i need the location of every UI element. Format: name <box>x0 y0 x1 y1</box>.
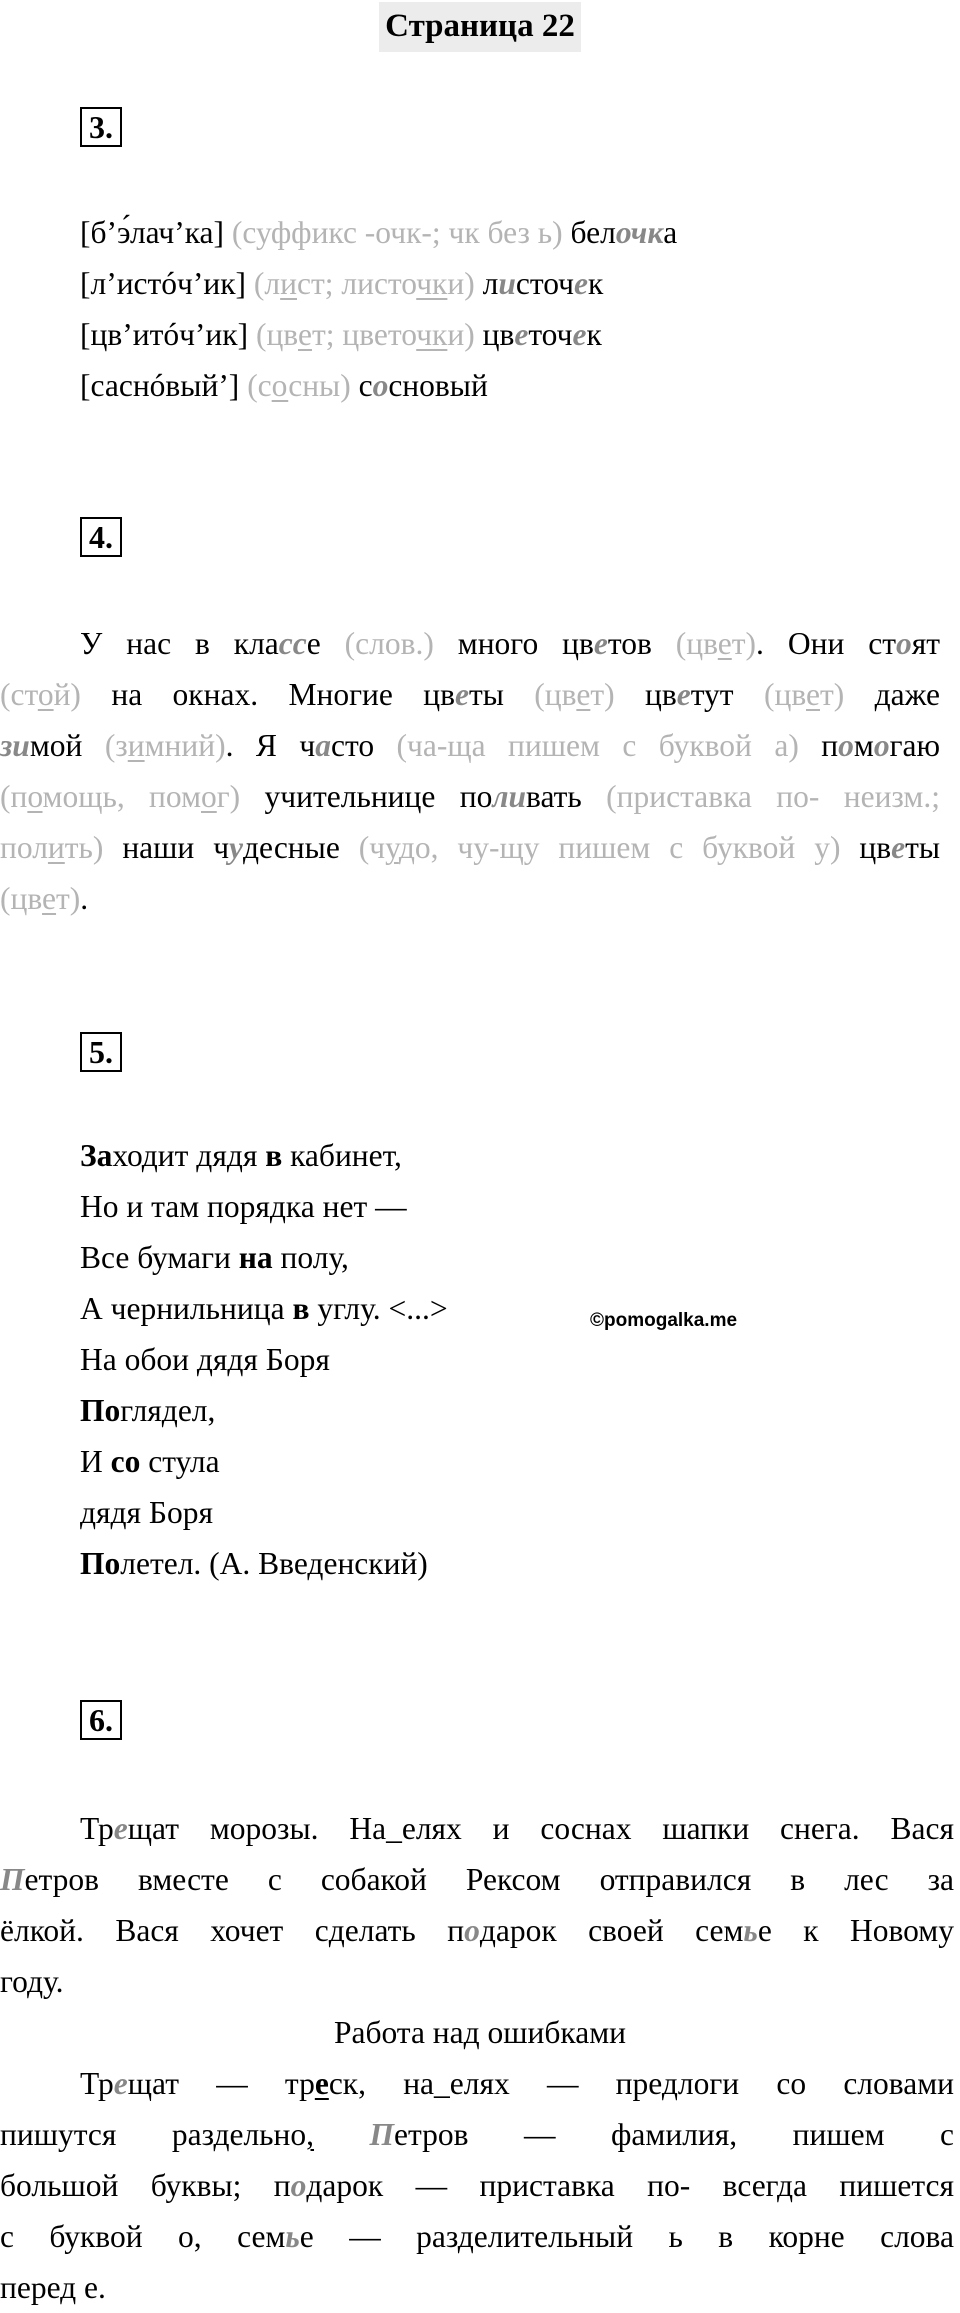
text-segment: о <box>27 779 43 814</box>
text-segment: Тр <box>80 2066 114 2101</box>
text-segment: щат — тр <box>127 2066 315 2101</box>
text-segment: е <box>676 677 691 712</box>
text-segment: а <box>315 728 331 763</box>
work-line <box>0 2058 960 2109</box>
text-segment: е <box>717 626 732 661</box>
task3-line <box>80 360 960 411</box>
page-title: Страница 22 <box>379 2 581 52</box>
text-segment: пол <box>0 830 48 865</box>
task3-block <box>80 207 960 411</box>
text-segment: пишутся раздельно <box>0 2117 307 2152</box>
text-segment: о <box>37 677 54 712</box>
text-segment: (цв <box>0 881 43 916</box>
text-segment: т) <box>590 677 615 712</box>
text-segment: учительнице по <box>240 779 493 814</box>
text-segment: ь <box>743 1913 758 1948</box>
text-segment: . Я ч <box>225 728 316 763</box>
text-segment: о <box>838 728 854 763</box>
text-segment: зи <box>0 728 30 763</box>
text-segment: много цв <box>433 626 594 661</box>
text-segment: т) <box>731 626 757 661</box>
poem-line <box>80 1130 960 1181</box>
text-segment: Тр <box>80 1811 114 1846</box>
text-segment: даже <box>844 677 940 712</box>
task3-line <box>80 309 960 360</box>
text-segment: у <box>229 830 244 865</box>
text-segment: тов <box>607 626 676 661</box>
task6-line <box>0 1803 960 1854</box>
text-segment: стула <box>140 1444 220 1479</box>
text-segment: И <box>80 1444 111 1479</box>
text-segment: о <box>895 626 912 661</box>
poem-line <box>80 1487 960 1538</box>
text-segment: со <box>110 1444 141 1479</box>
text-segment: о <box>873 728 890 763</box>
transcription: [саснóвый’] <box>80 368 240 403</box>
poem-line <box>80 1385 960 1436</box>
text-segment: перед е. <box>0 2270 106 2305</box>
task4-line <box>0 822 960 873</box>
text-segment: е <box>306 626 345 661</box>
text-segment: (цв <box>534 677 577 712</box>
text-segment: (приставка по- неизм.; <box>606 779 940 814</box>
text-segment: на <box>238 1240 273 1275</box>
text-segment: е <box>576 677 591 712</box>
text-segment: (слов.) <box>344 626 434 661</box>
text-segment: десные <box>243 830 359 865</box>
text-segment: году. <box>0 1964 64 1999</box>
poem-line <box>80 1283 960 1334</box>
text-segment: дядя Боря <box>80 1495 213 1530</box>
text-segment: глядел, <box>120 1393 216 1428</box>
text-segment: ть) <box>64 830 104 865</box>
task6-line <box>0 1956 960 2007</box>
text-segment: е <box>593 626 608 661</box>
text-segment: о <box>464 1913 480 1948</box>
text-segment: гаю <box>889 728 941 763</box>
text-segment: е <box>806 677 820 712</box>
text-segment: По <box>80 1546 121 1581</box>
task-number-6: 6. <box>80 1700 122 1740</box>
text-segment: (ча-ща пишем с буквой а) <box>396 728 799 763</box>
text-segment: сто <box>330 728 397 763</box>
text-segment: (п <box>0 779 28 814</box>
text-segment: е <box>314 2066 329 2101</box>
text-segment: мний) <box>144 728 226 763</box>
hint: (суффикс -очк-; чк без ь) <box>231 215 563 250</box>
text-segment: большой буквы; п <box>0 2168 291 2203</box>
transcription: [б’э́лач’ка] <box>80 215 225 250</box>
text-segment: е <box>113 1811 128 1846</box>
text-segment: . Они ст <box>756 626 896 661</box>
task6-text <box>0 1803 960 2313</box>
task4-line <box>0 873 960 924</box>
work-line <box>0 2262 960 2313</box>
text-segment: ят <box>911 626 940 661</box>
text-segment: у <box>385 830 399 865</box>
text-segment: с буквой о, сем <box>0 2219 286 2254</box>
work-line <box>0 2160 960 2211</box>
text-segment: етров вместе с собакой Рексом отправился в лес за <box>24 1862 954 1897</box>
text-segment: ходит дядя <box>112 1138 266 1173</box>
text-segment: . <box>80 881 89 916</box>
text-segment: наши ч <box>103 830 230 865</box>
text-segment: е <box>454 677 469 712</box>
text-segment: полу, <box>272 1240 349 1275</box>
text-segment: (з <box>104 728 128 763</box>
text-segment: По <box>80 1393 121 1428</box>
text-segment: (ст <box>0 677 38 712</box>
text-segment: П <box>369 2117 395 2152</box>
text-segment: т) <box>820 677 845 712</box>
text-segment: е <box>891 830 906 865</box>
watermark: ©pomogalka.me <box>590 1310 738 1331</box>
text-segment: тут <box>690 677 764 712</box>
text-segment: т) <box>56 881 81 916</box>
text-segment: е <box>113 2066 128 2101</box>
text-segment: цв <box>614 677 677 712</box>
text-segment: мой <box>29 728 105 763</box>
text-segment <box>314 2117 370 2152</box>
text-segment: ты <box>468 677 535 712</box>
text-segment: П <box>0 1862 25 1897</box>
text-segment: ь <box>285 2219 300 2254</box>
poem-line <box>80 1538 960 1589</box>
answer-word: белочка <box>570 215 678 250</box>
text-segment: (цв <box>763 677 807 712</box>
text-segment: в <box>292 1291 310 1326</box>
text-segment: За <box>80 1138 113 1173</box>
text-segment: ли <box>492 779 527 814</box>
text-segment: сс <box>278 626 307 661</box>
text-segment: Все бумаги <box>80 1240 239 1275</box>
text-segment: У нас в кла <box>80 626 279 661</box>
task3-line <box>80 207 960 258</box>
text-segment: А чернильница <box>80 1291 293 1326</box>
text-segment: вать <box>526 779 607 814</box>
text-segment: и <box>47 830 65 865</box>
task4-paragraph <box>0 618 960 924</box>
text-segment: углу. <...> <box>309 1291 448 1326</box>
text-segment: , <box>306 2117 315 2152</box>
text-segment: ёлкой. Вася хочет сделать п <box>0 1913 465 1948</box>
text-segment: е — разделительный ь в корне слова <box>299 2219 954 2254</box>
hint: (цвет; цветочки) <box>255 317 475 352</box>
text-segment: на окнах. Многие цв <box>80 677 455 712</box>
task3-line <box>80 258 960 309</box>
text-segment: щат морозы. На_елях и соснах шапки снега. Вася <box>127 1811 954 1846</box>
text-segment: п <box>798 728 839 763</box>
answer-word: цветочек <box>482 317 602 352</box>
task4-line <box>0 771 960 822</box>
task4-line <box>0 618 960 669</box>
work-line <box>0 2109 960 2160</box>
task4-line <box>0 720 960 771</box>
transcription: [л’истóч’ик] <box>80 266 247 301</box>
answer-word: листочек <box>482 266 604 301</box>
text-segment: г) <box>216 779 241 814</box>
task5-poem <box>80 1130 960 1589</box>
text-segment: е <box>42 881 57 916</box>
text-segment: в <box>265 1138 283 1173</box>
text-segment: й) <box>53 677 81 712</box>
text-segment: На обои дядя Боря <box>80 1342 330 1377</box>
task4-line <box>0 669 960 720</box>
text-segment: етров — фамилия, пишем с <box>394 2117 954 2152</box>
text-segment: цв <box>840 830 892 865</box>
text-segment: (ч <box>358 830 386 865</box>
poem-line <box>80 1334 960 1385</box>
text-segment: кабинет, <box>282 1138 402 1173</box>
task-number-3: 3. <box>80 107 122 147</box>
transcription: [цв’итóч’ик] <box>80 317 249 352</box>
text-segment: ск, на_елях — предлоги со словами <box>328 2066 954 2101</box>
poem-line <box>80 1181 960 1232</box>
text-segment: ты <box>905 830 941 865</box>
text-segment: летел. (А. Введенский) <box>120 1546 428 1581</box>
hint: (сосны) <box>247 368 351 403</box>
text-segment: о <box>290 2168 307 2203</box>
text-segment: дарок своей сем <box>479 1913 744 1948</box>
text-segment: до, чу-щу пишем с буквой у) <box>398 830 841 865</box>
work-line <box>0 2211 960 2262</box>
section-subtitle: Работа над ошибками <box>333 2015 627 2050</box>
text-segment: мощь, пом <box>42 779 201 814</box>
text-segment: м <box>853 728 874 763</box>
poem-line <box>80 1232 960 1283</box>
task-number-5: 5. <box>80 1032 122 1072</box>
text-segment: о <box>201 779 217 814</box>
task6-line <box>0 1854 960 1905</box>
text-segment: Но и там порядка нет — <box>80 1189 407 1224</box>
page-title-wrap <box>0 2 960 52</box>
text-segment: и <box>127 728 145 763</box>
text-segment: е к Новому <box>757 1913 954 1948</box>
task6-line <box>0 1905 960 1956</box>
text-segment: (цв <box>675 626 718 661</box>
answer-word: сосновый <box>358 368 488 403</box>
poem-line <box>80 1436 960 1487</box>
hint: (лист; листочки) <box>253 266 475 301</box>
text-segment: дарок — приставка по- всегда пишется <box>306 2168 955 2203</box>
task-number-4: 4. <box>80 517 122 557</box>
